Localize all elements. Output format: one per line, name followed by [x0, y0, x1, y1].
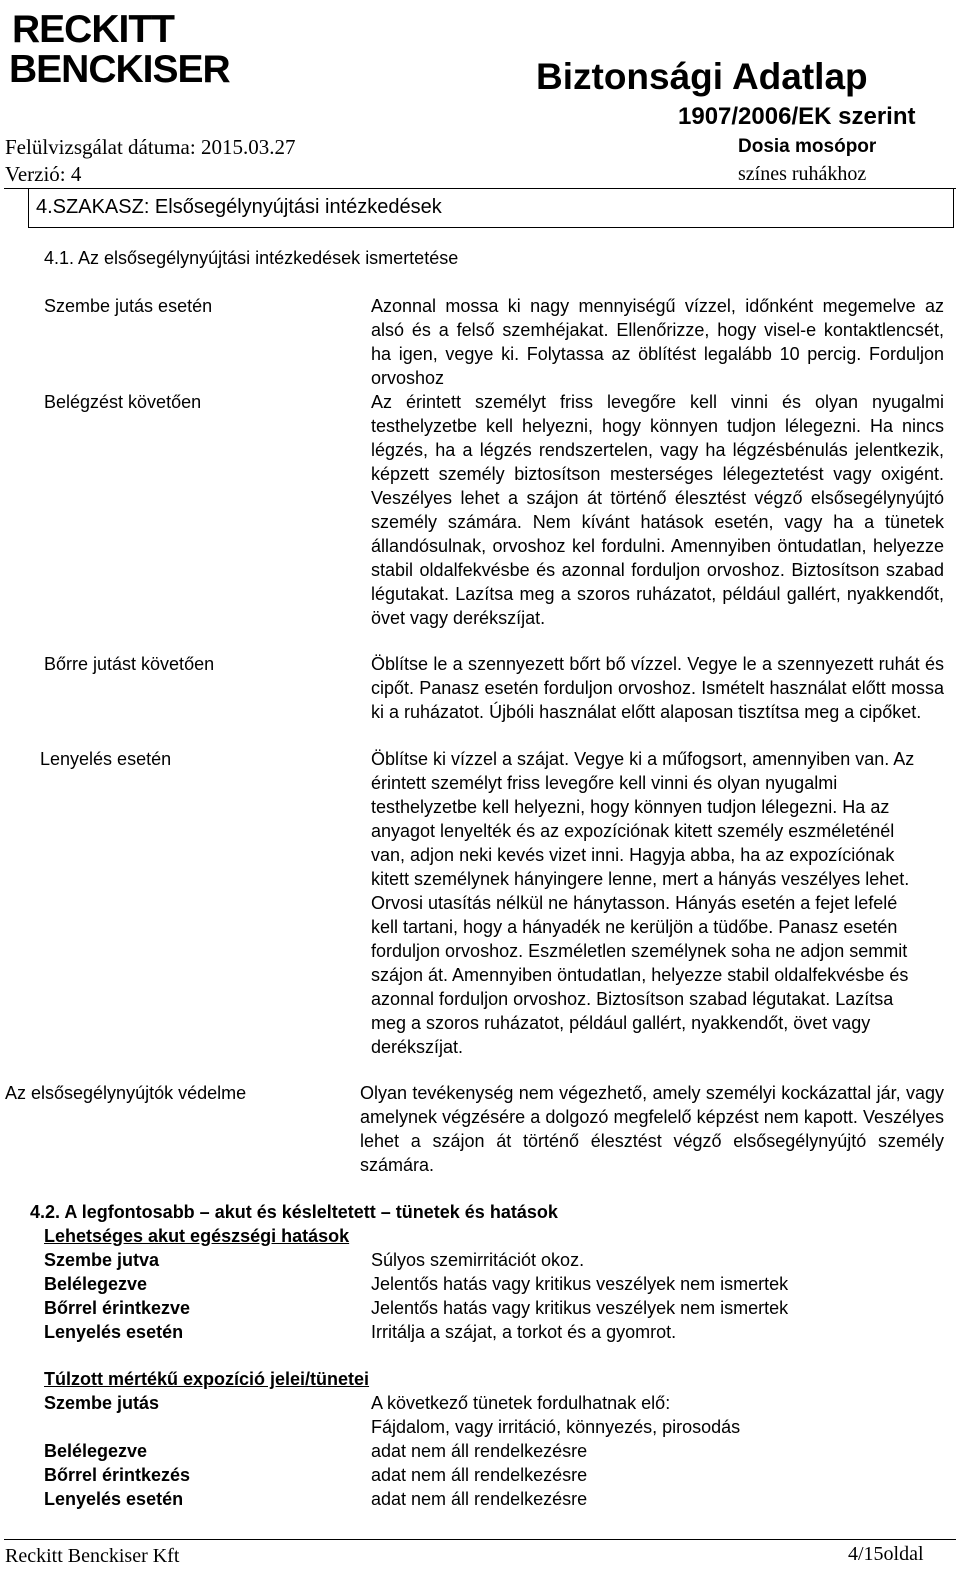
- overexp-inhalation-label: Belélegezve: [44, 1441, 148, 1461]
- overexp-skin-value: adat nem áll rendelkezésre: [371, 1465, 588, 1485]
- acute-eye-label: Szembe jutva: [44, 1250, 160, 1270]
- subsection-4-2-title: 4.2. A legfontosabb – akut és késleltetett – tünetek és hatások: [30, 1202, 558, 1222]
- acute-inhalation-label: Belélegezve: [44, 1274, 148, 1294]
- ingestion-text: Öblítse ki vízzel a szájat. Vegye ki a műfogsort, amennyiben van. Az érintett személyt friss levegőre kell vinni és olyan nyugalmi testhelyzetbe kell helyezni, hogy könnyen tudjon lélegezni. Ha az anyagot lenyelték és az expozíciónak kitett személy eszméleténél van, adjon neki kevés vizet inni. Hagyja abba, ha az expozíciónak kitett személynek hányingere lenne, mert a hányás veszélyes lehet. Orvosi utasítás nélkül ne hánytasson. Hányás esetén a fejet lefelé kell tartani, hogy a hányadék ne kerüljön a tüdőbe. Panasz esetén forduljon orvoshoz. Eszméletlen személynek soha ne adjon semmit szájon át. Amennyiben öntudatlan, helyezze stabil oldalfekvésbe és azonnal forduljon orvoshoz. Biztosítson szabad légutakat. Lazítsa meg a szoros ruházatot, például gallért, nyakkendőt, övet vagy derékszíjat.: [371, 749, 915, 1057]
- eye-contact-text: Azonnal mossa ki nagy mennyiségű vízzel, időnként megemelve az alsó és a felső szemhéjakat. Ellenőrizze, hogy visel-e kontaktlencsét, ha igen, vegye ki. Folytassa az öblítést legalább 10 percig. Forduljon orvoshoz: [371, 296, 944, 388]
- version: Verzió: 4: [5, 162, 82, 186]
- first-aider-protection-text: Olyan tevékenység nem végezhető, amely személyi kockázattal jár, vagy amelynek végzésére a dolgozó megfelelő képzést nem kapott. Veszélyes lehet a szájon át történő élesztést végző elsősegélynyújtó személy számára.: [360, 1083, 944, 1175]
- overexp-ingestion-label: Lenyelés esetén: [44, 1489, 184, 1509]
- inhalation-text: Az érintett személyt friss levegőre kell vinni és olyan nyugalmi testhelyzetbe kell helyezni, hogy könnyen tudjon lélegezni. Ha nincs légzés, ha a légzés rendszertelen, vagy ha légzésbénulás jelentkezik, képzett személy biztosítson mesterséges lélegeztetést vagy oxigént. Veszélyes lehet a szájon át történő élesztést végző elsősegélynyújtó személy számára. Nem kívánt hatások esetén, vagy ha a tünetek állandósulnak, orvoshoz kel fordulni. Amennyiben öntudatlan, helyezze stabil oldalfekvésbe és azonnal forduljon orvoshoz. Biztosítson szabad légutakat. Lazítsa meg a szoros ruházatot, például gallért, nyakkendőt, övet vagy derékszíjat.: [371, 392, 944, 628]
- acute-eye-value: Súlyos szemirritációt okoz.: [371, 1250, 585, 1270]
- regulation-label: 1907/2006/EK szerint: [678, 103, 916, 130]
- overexp-eye-label: Szembe jutás: [44, 1393, 160, 1413]
- overexp-skin-label: Bőrrel érintkezés: [44, 1465, 191, 1485]
- acute-inhalation-value: Jelentős hatás vagy kritikus veszélyek nem ismertek: [371, 1274, 789, 1294]
- footer-page-number: 4/15oldal: [848, 1543, 924, 1565]
- acute-ingestion-value: Irritálja a szájat, a torkot és a gyomrot.: [371, 1322, 677, 1342]
- product-name: Dosia mosópor: [738, 136, 877, 157]
- overexp-ingestion-value: adat nem áll rendelkezésre: [371, 1489, 588, 1509]
- inhalation-label: Belégzést követően: [44, 392, 202, 412]
- overexp-eye-line2: Fájdalom, vagy irritáció, könnyezés, pirosodás: [371, 1417, 741, 1437]
- logo-reckitt: RECKITT: [12, 8, 174, 51]
- overexp-eye-line1: A következő tünetek fordulhatnak elő:: [371, 1393, 671, 1413]
- skin-contact-text: Öblítse le a szennyezett bőrt bő vízzel. Vegye le a szennyezett ruhát és cipőt. Panasz esetén forduljon orvoshoz. Ismételt használat előtt mossa ki a ruházatot. Újbóli használat előtt alaposan tisztítsa meg a cipőket.: [371, 654, 944, 722]
- acute-skin-label: Bőrrel érintkezve: [44, 1298, 191, 1318]
- acute-skin-value: Jelentős hatás vagy kritikus veszélyek nem ismertek: [371, 1298, 789, 1318]
- overexposure-heading: Túlzott mértékű expozíció jelei/tünetei: [44, 1369, 370, 1389]
- skin-contact-label: Bőrre jutást követően: [44, 654, 215, 674]
- section-title: 4.SZAKASZ: Elsősegélynyújtási intézkedések: [36, 196, 442, 218]
- revision-date: Felülvizsgálat dátuma: 2015.03.27: [5, 135, 296, 159]
- footer-divider: [4, 1539, 956, 1540]
- first-aider-protection-label: Az elsősegélynyújtók védelme: [5, 1083, 247, 1103]
- subsection-4-1-title: 4.1. Az elsősegélynyújtási intézkedések ismertetése: [44, 248, 459, 268]
- acute-ingestion-label: Lenyelés esetén: [44, 1322, 184, 1342]
- footer-company: Reckitt Benckiser Kft: [5, 1545, 180, 1567]
- eye-contact-label: Szembe jutás esetén: [44, 296, 213, 316]
- acute-effects-heading: Lehetséges akut egészségi hatások: [44, 1226, 350, 1246]
- overexp-inhalation-value: adat nem áll rendelkezésre: [371, 1441, 588, 1461]
- ingestion-label: Lenyelés esetén: [40, 749, 172, 769]
- logo-benckiser: BENCKISER: [9, 48, 230, 91]
- product-variant: színes ruhákhoz: [738, 163, 867, 185]
- document-title: Biztonsági Adatlap: [536, 56, 868, 97]
